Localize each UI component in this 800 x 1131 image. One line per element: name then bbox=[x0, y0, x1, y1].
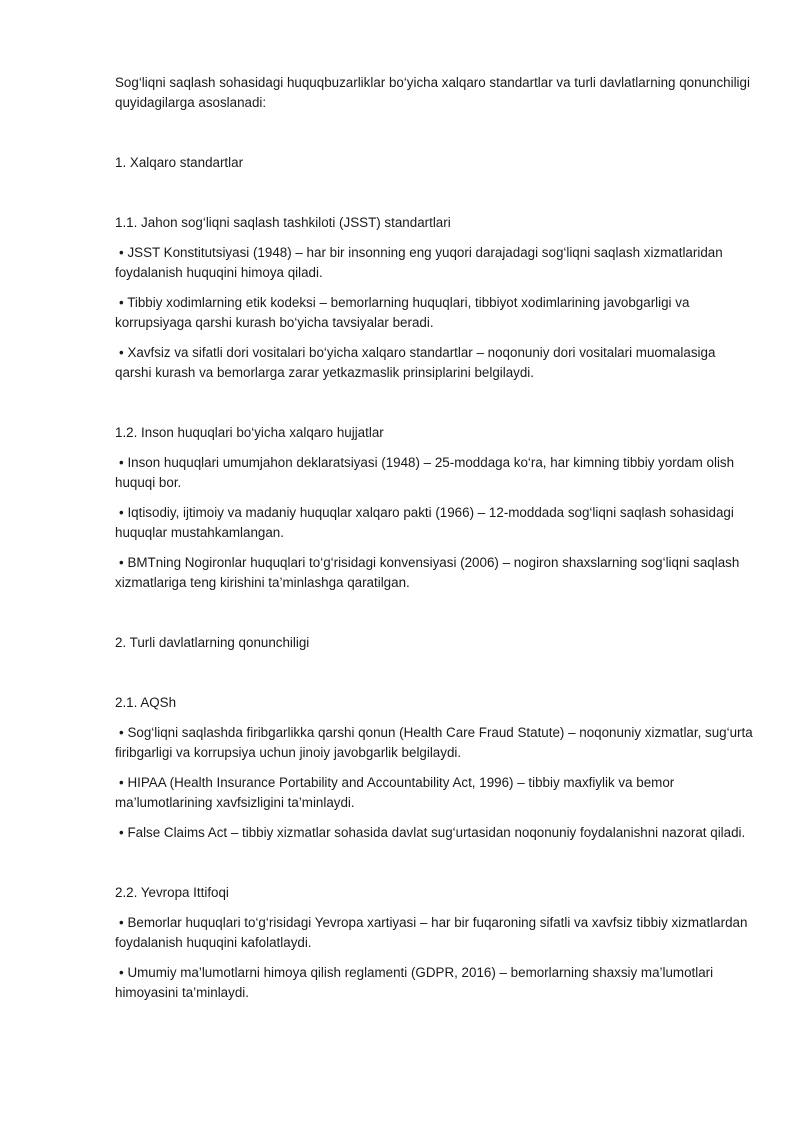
subsection-heading-eu: 2.2. Yevropa Ittifoqi bbox=[115, 885, 229, 900]
bullet-icon: • bbox=[119, 455, 124, 470]
bullet-icon: • bbox=[119, 505, 124, 520]
bullet-icon: • bbox=[119, 965, 124, 980]
bullet-list-usa bbox=[115, 723, 755, 843]
list-item: • Bemorlar huquqlari to‘g‘risidagi Yevropa xartiyasi – har bir fuqaroning sifatli va xavfsiz tibbiy xizmatlardan foydalanish huquqini kafolatlaydi. bbox=[115, 915, 748, 950]
bullet-icon: • bbox=[119, 915, 124, 930]
bullet-icon: • bbox=[119, 245, 124, 260]
list-item: • Umumiy ma’lumotlarni himoya qilish reglamenti (GDPR, 2016) – bemorlarning shaxsiy ma’lumotlari himoyasini ta’minlaydi. bbox=[115, 965, 714, 1000]
bullet-icon: • bbox=[119, 775, 124, 790]
list-item: • JSST Konstitutsiyasi (1948) – har bir insonning eng yuqori darajadagi sog‘liqni saqlash xizmatlaridan foydalanish huquqini himoya qiladi. bbox=[115, 245, 723, 280]
bullet-list-human-rights bbox=[115, 453, 755, 593]
bullet-icon: • bbox=[119, 345, 124, 360]
list-item: • Inson huquqlari umumjahon deklaratsiyasi (1948) – 25-moddaga ko‘ra, har kimning tibbiy yordam olish huquqi bor. bbox=[115, 455, 735, 490]
intro-paragraph: Sog‘liqni saqlash sohasidagi huquqbuzarliklar bo‘yicha xalqaro standartlar va turli davlatlarning qonunchiligi quyidagilarga asoslanadi: bbox=[115, 75, 750, 110]
list-item: • Iqtisodiy, ijtimoiy va madaniy huquqlar xalqaro pakti (1966) – 12-moddada sog‘liqni saqlash sohasidagi huquqlar mustahkamlangan. bbox=[115, 505, 734, 540]
subsection-heading-who: 1.1. Jahon sog‘liqni saqlash tashkiloti (JSST) standartlari bbox=[115, 215, 451, 230]
subsection-heading-usa: 2.1. AQSh bbox=[115, 695, 177, 710]
bullet-icon: • bbox=[119, 825, 124, 840]
bullet-list-who bbox=[115, 243, 755, 383]
list-item: • HIPAA (Health Insurance Portability and Accountability Act, 1996) – tibbiy maxfiylik va bemor ma’lumotlarining xavfsizligini ta’minlaydi. bbox=[115, 775, 675, 810]
list-item: • False Claims Act – tibbiy xizmatlar sohasida davlat sug‘urtasidan noqonuniy foydalanishni nazorat qiladi. bbox=[119, 825, 746, 840]
bullet-list-eu bbox=[115, 913, 755, 1003]
section-heading-international: 1. Xalqaro standartlar bbox=[115, 155, 244, 170]
list-item: • BMTning Nogironlar huquqlari to‘g‘risidagi konvensiyasi (2006) – nogiron shaxslarning sog‘liqni saqlash xizmatlariga teng kirishini ta’minlashga qaratilgan. bbox=[115, 555, 740, 590]
section-heading-national-laws: 2. Turli davlatlarning qonunchiligi bbox=[115, 635, 310, 650]
bullet-icon: • bbox=[119, 555, 124, 570]
subsection-heading-human-rights: 1.2. Inson huquqlari bo‘yicha xalqaro hujjatlar bbox=[115, 425, 384, 440]
list-item: • Xavfsiz va sifatli dori vositalari bo‘yicha xalqaro standartlar – noqonuniy dori vositalari muomalasiga qarshi kurash va bemorlarga zarar yetkazmaslik prinsiplarini belgilaydi. bbox=[115, 345, 716, 380]
document-page bbox=[115, 73, 755, 1003]
bullet-icon: • bbox=[119, 295, 124, 310]
bullet-icon: • bbox=[119, 725, 124, 740]
list-item: • Sog‘liqni saqlashda firibgarlikka qarshi qonun (Health Care Fraud Statute) – noqonuniy xizmatlar, sug‘urta firibgarligi va korrupsiya uchun jinoiy javobgarlik belgilaydi. bbox=[115, 725, 753, 760]
list-item: • Tibbiy xodimlarning etik kodeksi – bemorlarning huquqlari, tibbiyot xodimlarining javobgarligi va korrupsiyaga qarshi kurash bo‘yicha tavsiyalar beradi. bbox=[115, 295, 690, 330]
